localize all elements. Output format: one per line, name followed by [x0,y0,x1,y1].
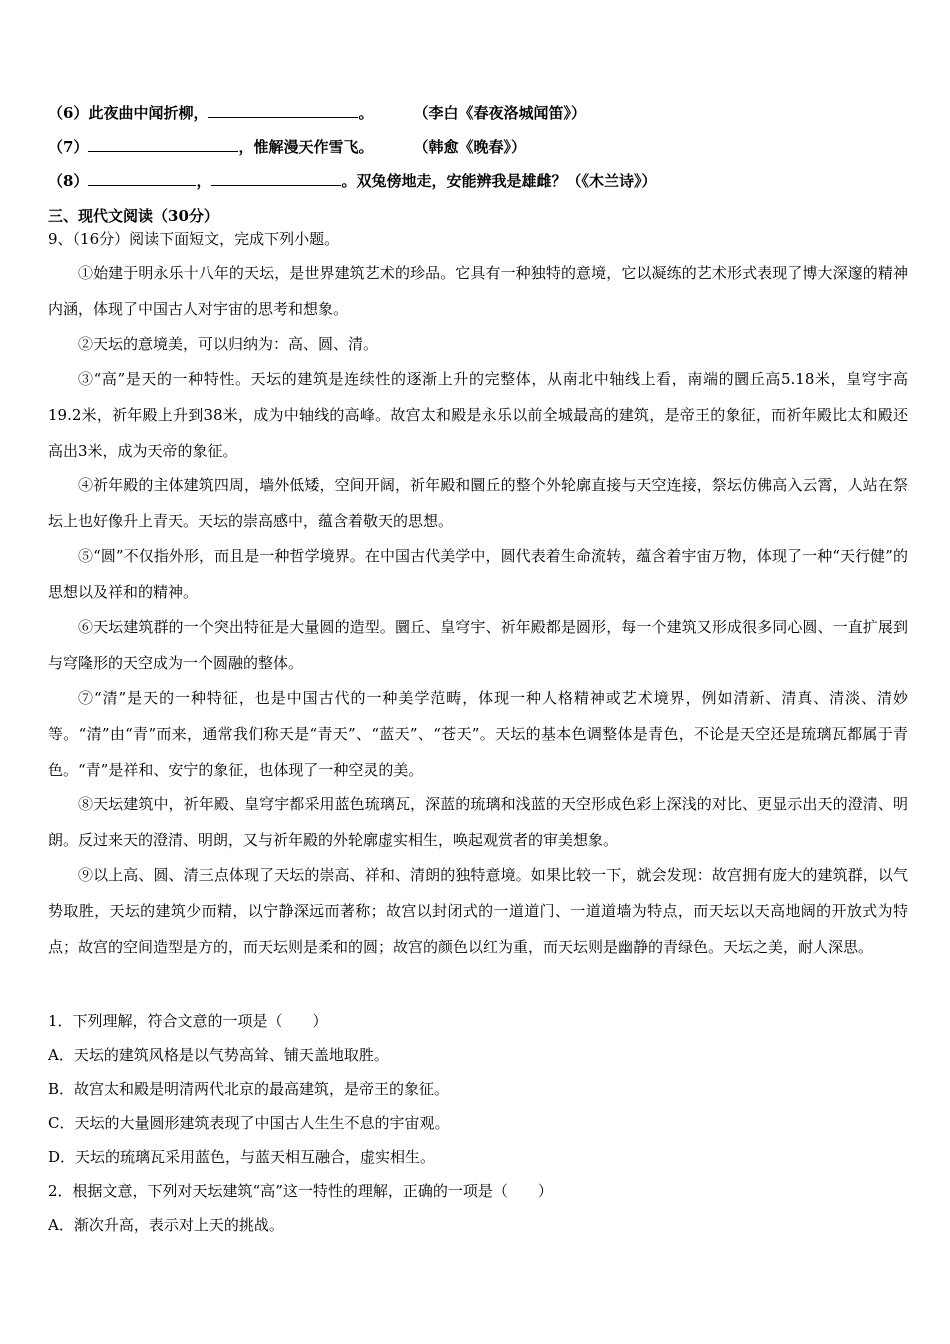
poem-text: ，惟解漫天作雪飞。 [238,138,374,156]
passage-paragraph-9: ⑨以上高、圆、清三点体现了天坛的崇高、祥和、清朗的独特意境。如果比较一下，就会发现：故宫拥有庞大的建筑群，以气势取胜，天坛的建筑少而精，以宁静深远而著称；故宫以封闭式的一道道门、一道道墙为特点，而天坛以天高地阔的开放式为特点；故宫的空间造型是方的，而天坛则是柔和的圆；故宫的颜色以红为重，而天坛则是幽静的青绿色。天坛之美，耐人深思。 [48,866,908,956]
section-title: 三、现代文阅读（30分） [48,207,219,225]
passage-paragraph-4: ④祈年殿的主体建筑四周，墙外低矮，空间开阔，祈年殿和圜丘的整个外轮廓直接与天空连接，祭坛仿佛高入云霄，人站在祭坛上也好像升上青天。天坛的崇高感中，蕴含着敬天的思想。 [48,476,908,530]
fill-in-line-6 [48,103,908,123]
passage-paragraph-2: ②天坛的意境美，可以归纳为：高、圆、清。 [78,335,379,353]
answer-blank-2[interactable] [211,171,341,186]
question-9-intro: 9、（16分）阅读下面短文，完成下列小题。 [48,230,340,248]
question-1-option-c[interactable]: C．天坛的大量圆形建筑表现了中国古人生生不息的宇宙观。 [48,1114,450,1132]
poem-source: （李白《春夜洛城闻笛》） [413,104,586,122]
passage-paragraph-5: ⑤“圆”不仅指外形，而且是一种哲学境界。在中国古代美学中，圆代表着生命流转，蕴含着宇宙万物，体现了一种“天行健”的思想以及祥和的精神。 [48,547,908,601]
poem-comma: ， [196,172,212,190]
question-1-option-a[interactable]: A．天坛的建筑风格是以气势高耸、铺天盖地取胜。 [48,1046,389,1064]
fill-in-line-8 [48,171,908,191]
poem-text: 此夜曲中闻折柳， [88,104,209,122]
question-1-option-d[interactable]: D．天坛的琉璃瓦采用蓝色，与蓝天相互融合，虚实相生。 [48,1148,436,1166]
poem-source: （韩愈《晚春》） [413,138,526,156]
answer-blank[interactable] [88,137,238,152]
passage-paragraph-6: ⑥天坛建筑群的一个突出特征是大量圆的造型。圜丘、皇穹宇、祈年殿都是圆形，每一个建筑又形成很多同心圆、一直扩展到与穹隆形的天空成为一个圆融的整体。 [48,618,908,672]
fill-in-line-7 [48,137,908,157]
question-1-stem: 1．下列理解，符合文意的一项是（ ） [48,1012,328,1030]
question-2-option-a[interactable]: A．渐次升高，表示对上天的挑战。 [48,1216,284,1234]
passage-paragraph-1: ①始建于明永乐十八年的天坛，是世界建筑艺术的珍品。它具有一种独特的意境，它以凝练的艺术形式表现了博大深邃的精神内涵，体现了中国古人对宇宙的思考和想象。 [48,264,908,318]
passage-paragraph-8: ⑧天坛建筑中，祈年殿、皇穹宇都采用蓝色琉璃瓦，深蓝的琉璃和浅蓝的天空形成色彩上深浅的对比、更显示出天的澄清、明朗。反过来天的澄清、明朗，又与祈年殿的外轮廓虚实相生，唤起观赏者的审美想象。 [48,795,908,849]
item-number: （6） [48,104,89,122]
question-1-option-b[interactable]: B．故宫太和殿是明清两代北京的最高建筑，是帝王的象征。 [48,1080,450,1098]
answer-blank[interactable] [208,103,358,118]
item-number: （7） [48,138,89,156]
item-number: （8） [48,172,89,190]
answer-blank-1[interactable] [88,171,196,186]
passage-paragraph-3: ③“高”是天的一种特性。天坛的建筑是连续性的逐渐上升的完整体，从南北中轴线上看，南端的圜丘高5.18米，皇穹宇高19.2米，祈年殿上升到38米，成为中轴线的高峰。故宫太和殿是永乐以前全城最高的建筑，是帝王的象征，而祈年殿比太和殿还高出3米，成为天帝的象征。 [48,370,908,460]
poem-text: 。双兔傍地走，安能辨我是雄雌？（《木兰诗》） [341,172,657,190]
poem-end: 。 [358,104,374,122]
passage-paragraph-7: ⑦“清”是天的一种特征，也是中国古代的一种美学范畴，体现一种人格精神或艺术境界，例如清新、清真、清淡、清妙等。“清”由“青”而来，通常我们称天是“青天”、“蓝天”、“苍天”。天坛的基本色调整体是青色，不论是天空还是琉璃瓦都属于青色。“青”是祥和、安宁的象征，也体现了一种空灵的美。 [48,689,908,779]
question-2-stem: 2．根据文意，下列对天坛建筑“高”这一特性的理解，正确的一项是（ ） [48,1182,553,1200]
